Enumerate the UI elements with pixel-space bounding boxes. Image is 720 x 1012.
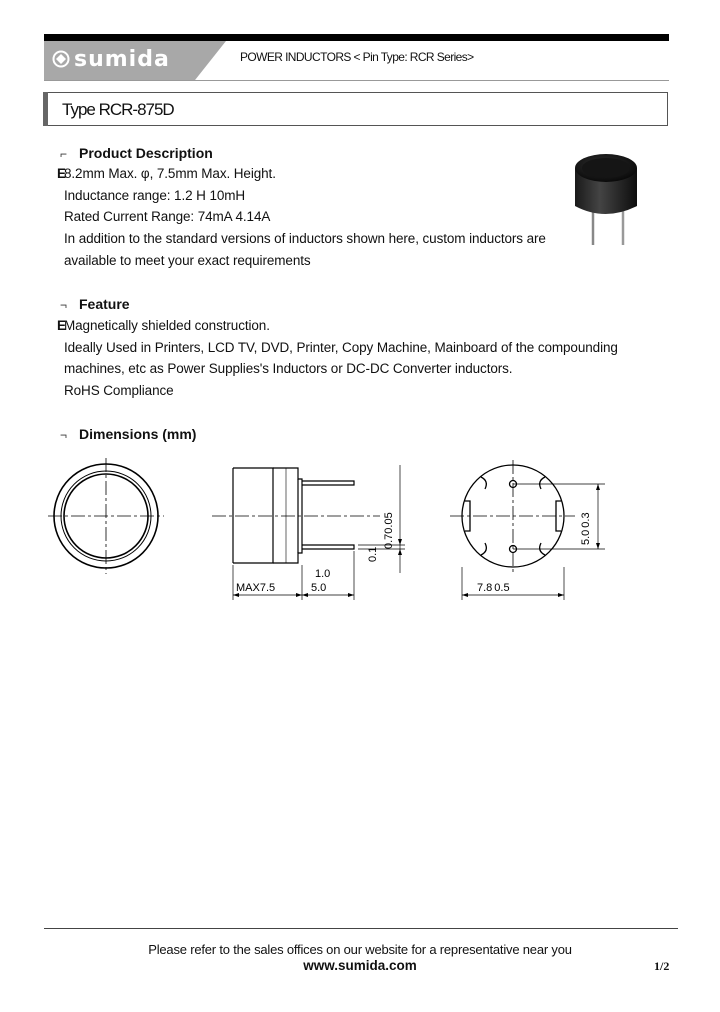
type-title-accent xyxy=(43,92,48,126)
feature-line: Ideally Used in Printers, LCD TV, DVD, Printer, Copy Machine, Mainboard of the compounding xyxy=(64,340,618,355)
footer-note: Please refer to the sales offices on our website for a representative near you xyxy=(148,942,572,957)
section-marker: ¬ xyxy=(60,428,68,442)
top-view xyxy=(48,458,164,574)
product-description-heading: Product Description xyxy=(79,145,213,161)
page-number: 1/2 xyxy=(654,959,670,973)
type-title: Type RCR-875D xyxy=(62,100,174,119)
description-line: E8.2mm Max. φ, 7.5mm Max. Height. xyxy=(57,166,276,181)
feature-line: RoHS Compliance xyxy=(64,383,174,398)
lead-dia-label: 0.1 xyxy=(367,546,379,562)
logo-text: sumida xyxy=(74,47,170,72)
dimension-drawing xyxy=(40,455,660,615)
description-line: In addition to the standard versions of inductors shown here, custom inductors are xyxy=(64,231,546,246)
lead-tol-label: 0.70.05 xyxy=(383,512,395,549)
product-photo xyxy=(565,150,645,250)
header-top-bar xyxy=(44,34,669,41)
feature-line: machines, etc as Power Supplies's Inductors or DC-DC Converter inductors. xyxy=(64,361,513,376)
max-height-label: MAX7.5 xyxy=(236,582,276,594)
section-marker: ⌐ xyxy=(60,147,68,161)
description-line: Inductance range: 1.2 H 10mH xyxy=(64,188,246,203)
feature-heading: Feature xyxy=(79,296,130,312)
feature-line: EMagnetically shielded construction. xyxy=(57,318,270,333)
pitch-label: 5.0 xyxy=(311,582,327,594)
dia-label: 7.8 0.5 xyxy=(477,582,510,594)
section-marker: ¬ xyxy=(60,298,68,312)
footer-divider xyxy=(44,928,678,929)
header-divider xyxy=(44,80,669,81)
header-title: POWER INDUCTORS < Pin Type: RCR Series> xyxy=(240,50,474,64)
description-line: Rated Current Range: 74mA 4.14A xyxy=(64,209,271,224)
side-height-label: 5.00.3 xyxy=(580,512,592,545)
footer-website-link[interactable]: www.sumida.com xyxy=(303,958,417,973)
side-view xyxy=(212,465,405,600)
sumida-logo-icon xyxy=(52,50,70,68)
description-line: available to meet your exact requirements xyxy=(64,253,311,268)
pitch-tol-label: 1.0 xyxy=(315,568,331,580)
dimensions-heading: Dimensions (mm) xyxy=(79,426,197,442)
